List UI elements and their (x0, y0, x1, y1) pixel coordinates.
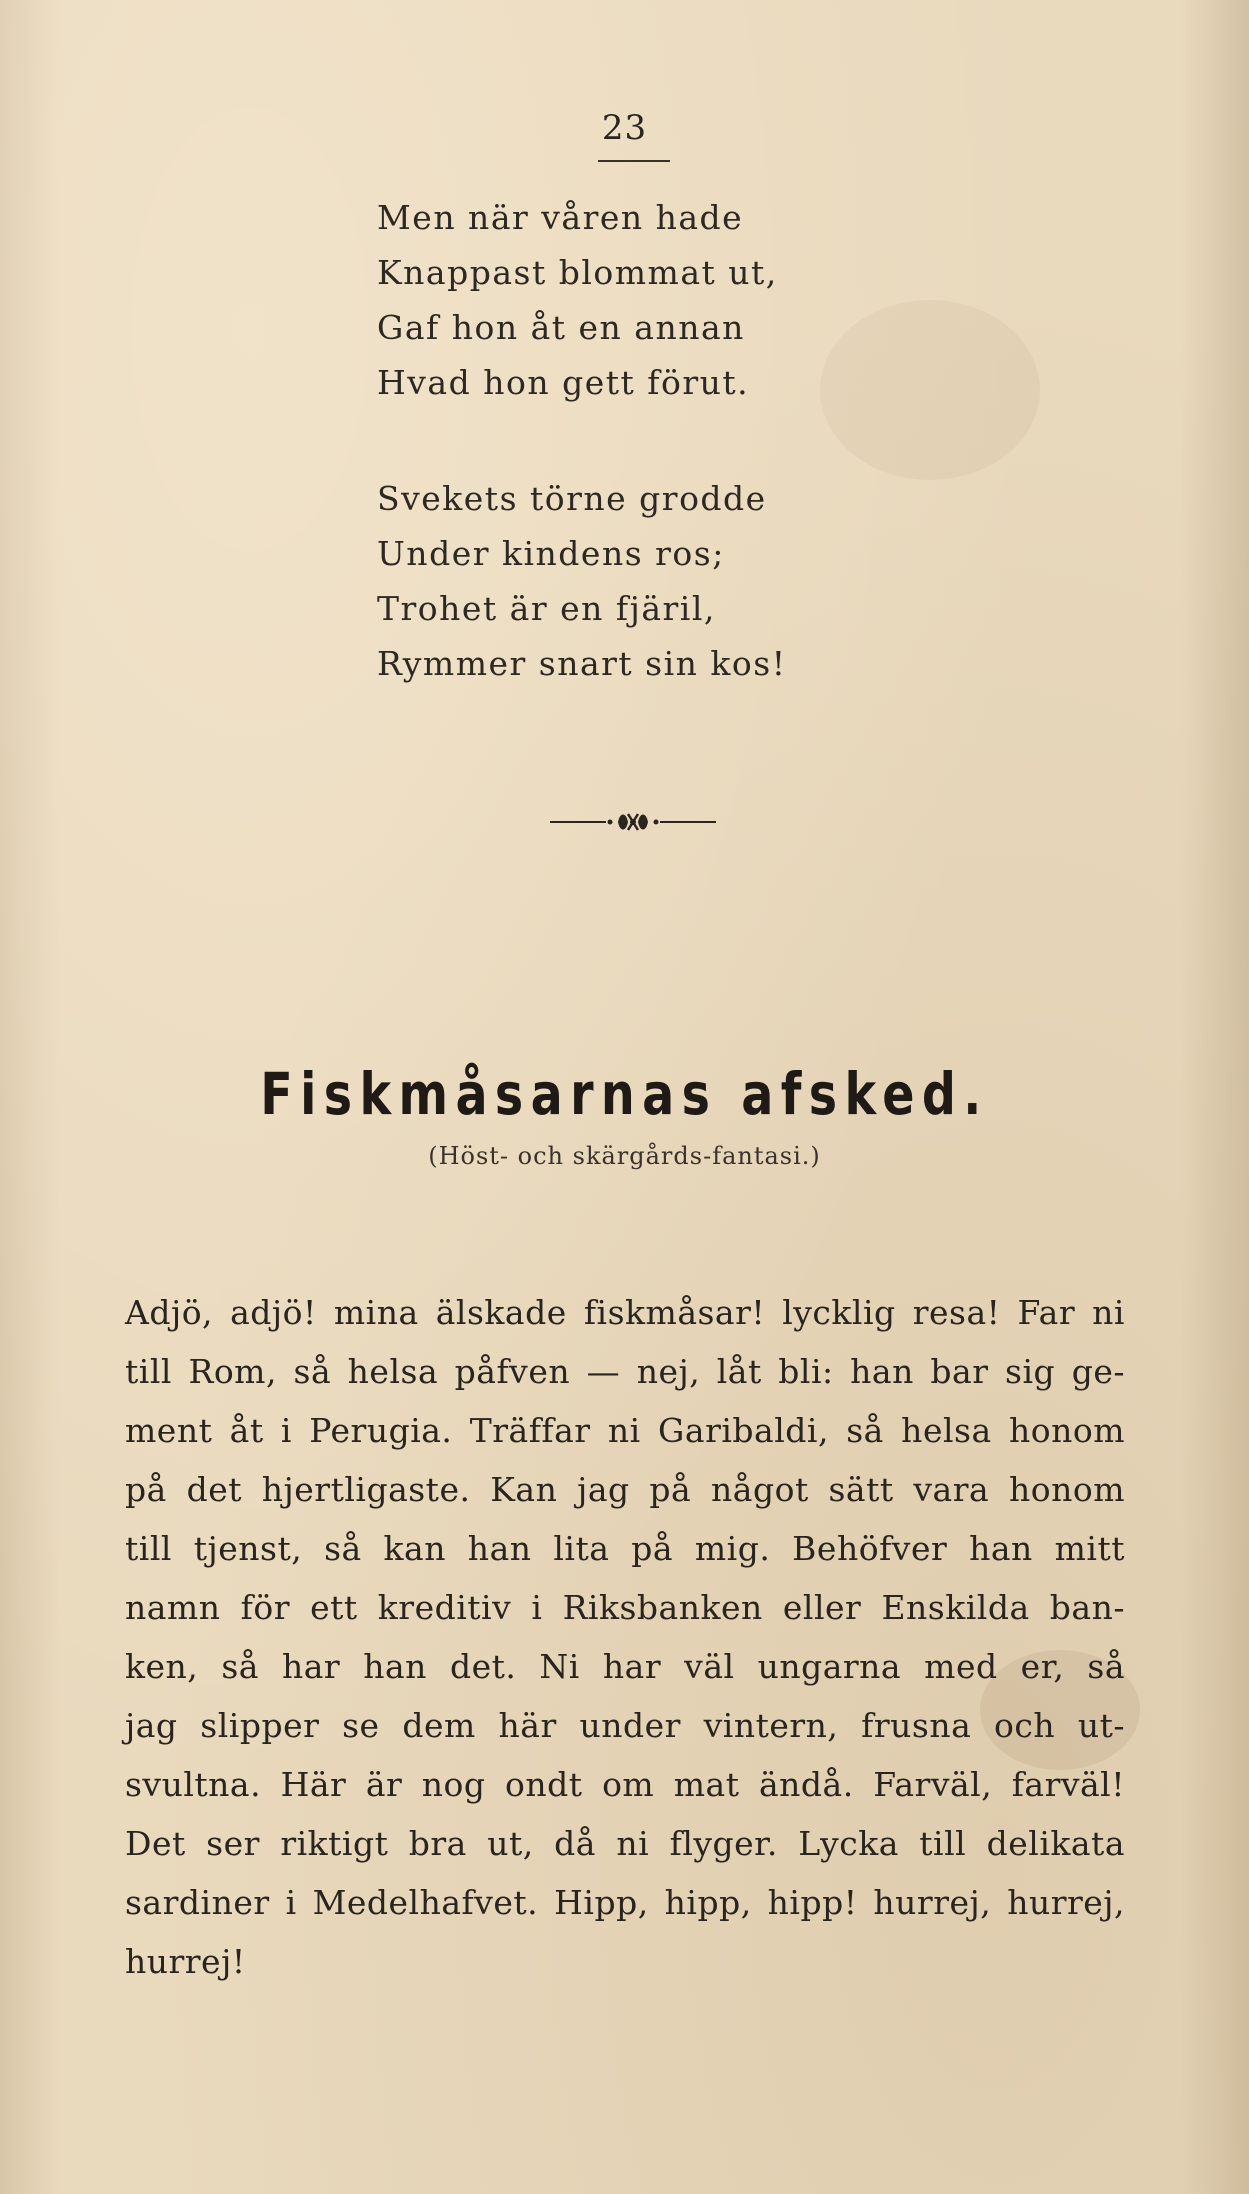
poem-stanza-1 (377, 190, 778, 410)
prose-line: hurrej! (125, 1942, 246, 1981)
prose-line: jag slipper se dem här under vintern, frusna och ut- (125, 1706, 1125, 1745)
prose-line: namn för ett kreditiv i Riksbanken eller Enskilda ban- (125, 1588, 1125, 1627)
prose-line: ken, så har han det. Ni har väl ungarna med er, så (125, 1647, 1125, 1686)
poem-line: Gaf hon åt en annan (377, 308, 745, 347)
prose-line: på det hjertligaste. Kan jag på något sätt vara honom (125, 1470, 1125, 1509)
prose-paragraph (125, 1283, 1125, 1991)
decorative-divider-icon (548, 802, 718, 842)
chapter-subtitle: (Höst- och skärgårds-fantasi.) (428, 1142, 821, 1170)
poem-line: Trohet är en fjäril, (377, 589, 716, 628)
prose-line: svultna. Här är nog ondt om mat ändå. Farväl, farväl! (125, 1765, 1125, 1804)
poem-line: Men när våren hade (377, 198, 744, 237)
chapter-title: Fiskmåsarnas afsked. (260, 1060, 989, 1128)
prose-line: sardiner i Medelhafvet. Hipp, hipp, hipp! hurrej, hurrej, (125, 1883, 1125, 1922)
poem-line: Knappast blommat ut, (377, 253, 778, 292)
prose-line: till tjenst, så kan han lita på mig. Behöfver han mitt (125, 1529, 1125, 1568)
page-number: 23 (601, 108, 648, 148)
paper-stain (820, 300, 1040, 480)
poem-line: Hvad hon gett förut. (377, 363, 750, 402)
prose-line: till Rom, så helsa påfven — nej, låt bli: han bar sig ge- (125, 1352, 1125, 1391)
poem-line: Rymmer snart sin kos! (377, 644, 787, 683)
poem-line: Under kindens ros; (377, 534, 725, 573)
poem-stanza-2 (377, 471, 786, 691)
poem-line: Svekets törne grodde (377, 479, 767, 518)
prose-line: ment åt i Perugia. Träffar ni Garibaldi, så helsa honom (125, 1411, 1125, 1450)
page-number-underline (598, 160, 670, 162)
prose-line: Adjö, adjö! mina älskade fiskmåsar! lycklig resa! Far ni (125, 1293, 1125, 1332)
prose-line: Det ser riktigt bra ut, då ni flyger. Lycka till delikata (125, 1824, 1125, 1863)
